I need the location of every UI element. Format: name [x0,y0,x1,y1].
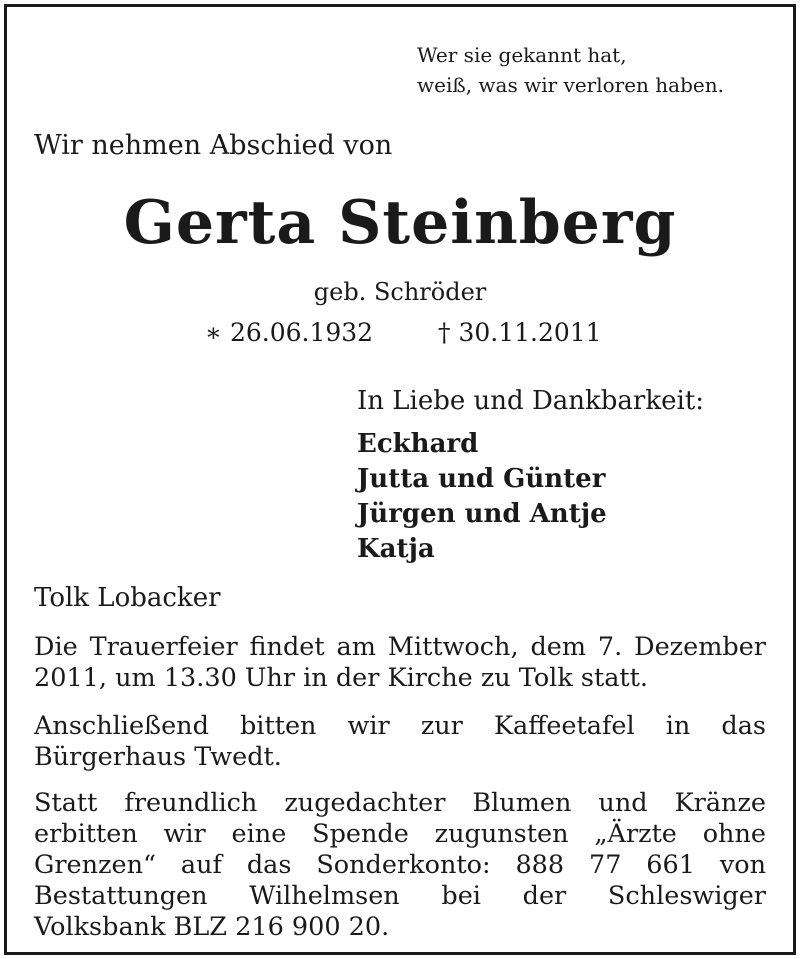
reception-paragraph: Anschließend bitten wir zur Kaffeetafel in das Bürgerhaus Twedt. [34,711,766,772]
intro-text: Wir nehmen Abschied von [34,130,393,161]
funeral-info-paragraph: Die Trauerfeier findet am Mittwoch, dem 7. Dezember 2011, um 13.30 Uhr in der Kirche zu Tolk statt. [34,632,766,693]
gratitude-line: In Liebe und Dankbarkeit: [357,386,705,416]
mourner-name: Jutta und Günter [357,464,606,494]
motto [417,40,724,100]
birth-name: geb. Schröder [313,278,487,306]
mourner-name: Katja [357,534,435,564]
birth-date: ∗ 26.06.1932 [205,318,374,347]
motto-line: weiß, was wir verloren haben. [417,73,724,97]
mourner-name: Jürgen und Antje [357,499,607,529]
death-date: † 30.11.2011 [438,318,602,347]
place-name: Tolk Lobacker [34,583,221,613]
donation-paragraph: Statt freundlich zugedachter Blumen und Kränze erbitten wir eine Spende zugunsten „Ärzte ohne Grenzen“ auf das Sonderkonto: 888 77 661 von Bestattungen Wilhelmsen bei der Schleswiger Volksbank BLZ 216 900 20. [34,788,766,942]
deceased-name: Gerta Steinberg [123,188,677,258]
mourner-name: Eckhard [357,429,479,459]
motto-line: Wer sie gekannt hat, [417,43,627,67]
mourners-list [357,427,607,567]
